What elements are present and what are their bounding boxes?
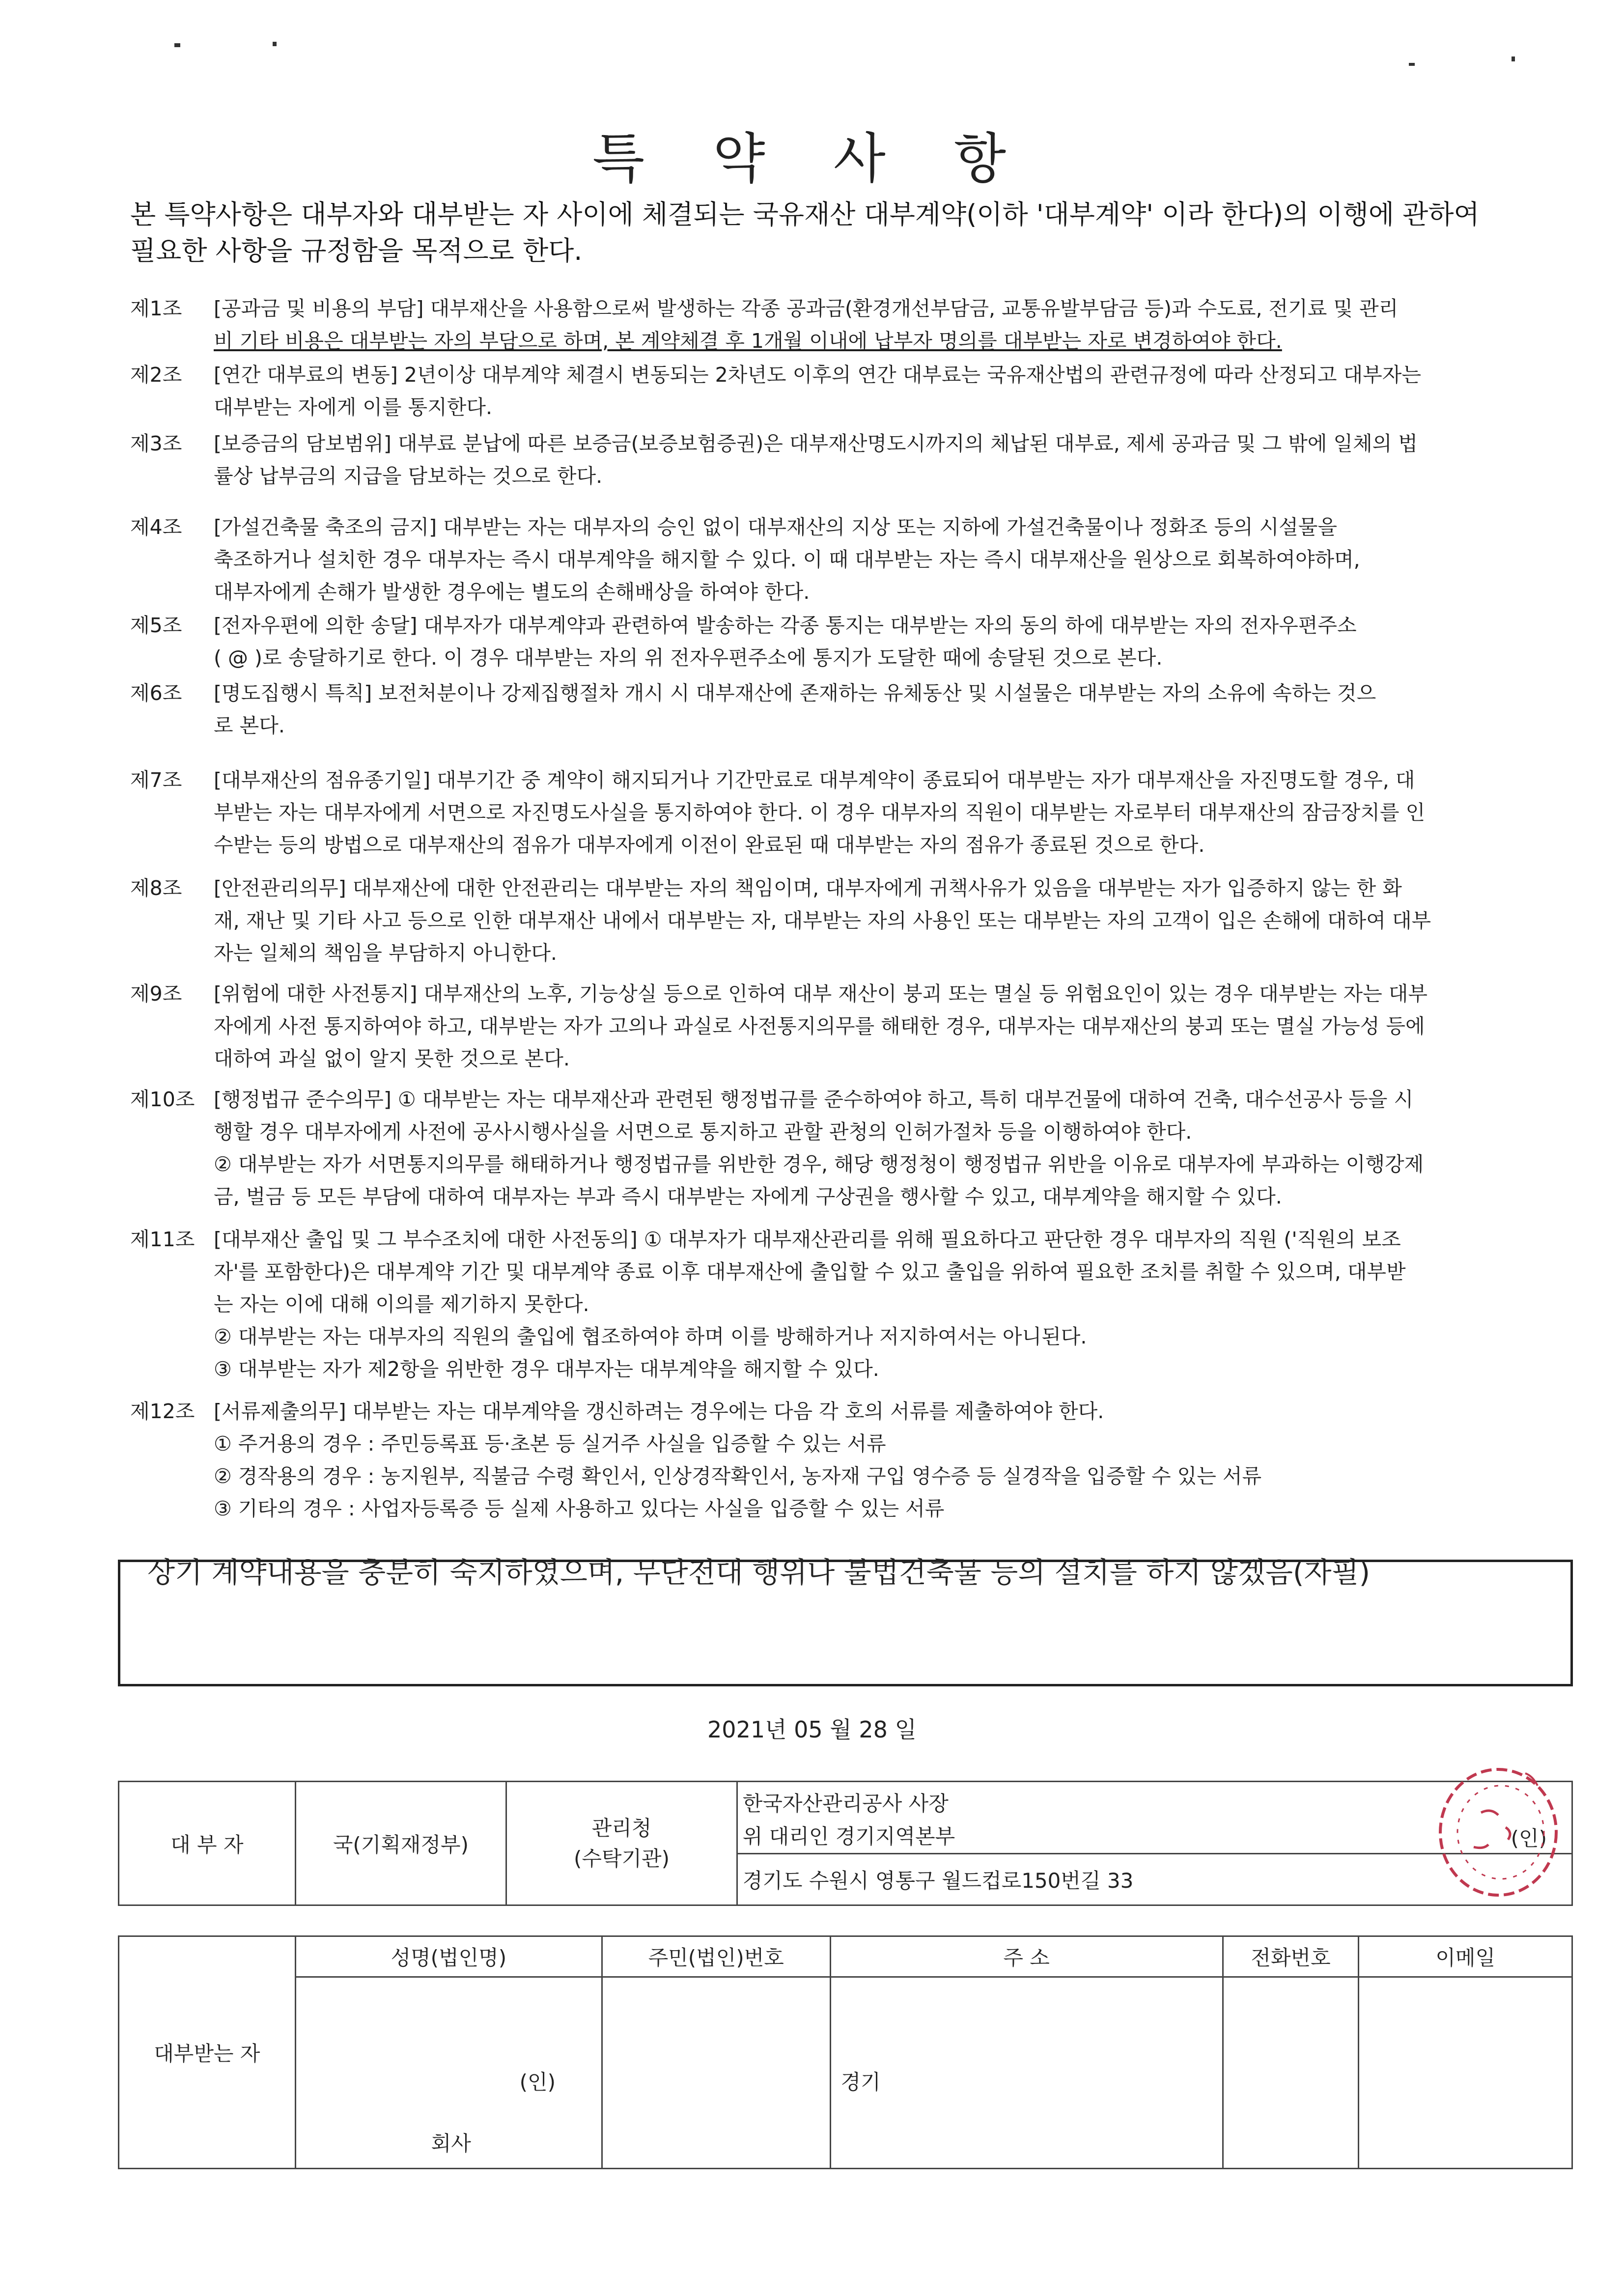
lender-name: 국(기획재정부) xyxy=(295,1782,506,1905)
scan-speck xyxy=(174,43,180,47)
borrower-address-cell[interactable] xyxy=(830,1977,1223,2169)
header-phone: 전화번호 xyxy=(1223,1936,1359,1977)
article-line: [대부재산 출입 및 그 부수조치에 대한 사전동의] ① 대부자가 대부재산관리를 위해 필요하다고 판단한 경우 대부자의 직원 ('직원의 보조 xyxy=(214,1228,1401,1251)
article-line: 행할 경우 대부자에게 사전에 공사시행사실을 서면으로 통지하고 관할 관청의 인허가절차 등을 이행하여야 한다. xyxy=(214,1120,1192,1144)
article-number: 제5조 xyxy=(130,614,182,637)
header-address: 주 소 xyxy=(830,1936,1223,1977)
article-number: 제7조 xyxy=(130,768,182,792)
borrower-name-fragment: 회사 xyxy=(431,2131,471,2155)
article-line: ② 대부받는 자가 서면통지의무를 해태하거나 행정법규를 위반한 경우, 해당 행정청이 행정법규 위반을 이유로 대부자에 부과하는 이행강제 xyxy=(214,1152,1424,1176)
scan-speck xyxy=(1409,63,1415,66)
borrower-label: 대부받는 자 xyxy=(119,1936,296,2169)
header-name: 성명(법인명) xyxy=(295,1936,602,1977)
article-line: 대하여 과실 없이 알지 못한 것으로 본다. xyxy=(214,1047,570,1070)
article-line: [연간 대부료의 변동] 2년이상 대부계약 체결시 변동되는 2차년도 이후의 연간 대부료는 국유재산법의 관련규정에 따라 산정되고 대부자는 xyxy=(214,363,1421,387)
agency-line-2: 위 대리인 경기지역본부 xyxy=(742,1824,955,1848)
lender-seal-mark: (인) xyxy=(1511,1826,1547,1850)
article-line: 자'를 포함한다)은 대부계약 기간 및 대부계약 종료 이후 대부재산에 출입할 수 있고 출입을 위하여 필요한 조치를 취할 수 있으며, 대부받 xyxy=(214,1260,1406,1284)
article-number: 제9조 xyxy=(130,982,182,1006)
article-line: 부받는 자는 대부자에게 서면으로 자진명도사실을 통지하여야 한다. 이 경우 대부자의 직원이 대부받는 자로부터 대부재산의 잠금장치를 인 xyxy=(214,801,1426,824)
article-line: ③ 기타의 경우 : 사업자등록증 등 실제 사용하고 있다는 사실을 입증할 수 있는 서류 xyxy=(214,1497,945,1520)
borrower-phone-cell[interactable] xyxy=(1223,1977,1359,2169)
article-line: 자에게 사전 통지하여야 하고, 대부받는 자가 고의나 과실로 사전통지의무를 해태한 경우, 대부자는 대부재산의 붕괴 또는 멸실 가능성 등에 xyxy=(214,1014,1425,1038)
article-line: 수받는 등의 방법으로 대부재산의 점유가 대부자에게 이전이 완료된 때 대부받는 자의 점유가 종료된 것으로 한다. xyxy=(214,833,1205,857)
intro-line: 본 특약사항은 대부자와 대부받는 자 사이에 체결되는 국유재산 대부계약(이하 '대부계약' 이라 한다)의 이행에 관하여 xyxy=(130,199,1480,230)
agency-line-1: 한국자산관리공사 사장 xyxy=(737,1782,1572,1818)
article-line: ( @ )로 송달하기로 한다. 이 경우 대부받는 자의 위 전자우편주소에 통지가 도달한 때에 송달된 것으로 본다. xyxy=(214,646,1163,670)
scan-speck xyxy=(1512,56,1515,61)
lender-table xyxy=(118,1781,1573,1906)
lender-address: 경기도 수원시 영통구 월드컵로150번길 33 xyxy=(737,1854,1572,1905)
article-number: 제8조 xyxy=(130,876,182,900)
article-line: 비 기타 비용은 대부받는 자의 부담으로 하며, 본 계약체결 후 1개월 이내에 납부자 명의를 대부받는 자로 변경하여야 한다. xyxy=(214,329,1282,353)
borrower-id-cell[interactable] xyxy=(602,1977,831,2169)
borrower-address: 경기 xyxy=(840,2070,881,2094)
article-number: 제1조 xyxy=(130,297,182,320)
scan-speck xyxy=(273,42,277,46)
article-line: 률상 납부금의 지급을 담보하는 것으로 한다. xyxy=(214,464,603,488)
lender-label: 대 부 자 xyxy=(119,1782,296,1905)
article-number: 제4조 xyxy=(130,515,182,539)
borrower-email-cell[interactable] xyxy=(1359,1977,1572,2169)
article-line: [서류제출의무] 대부받는 자는 대부계약을 갱신하려는 경우에는 다음 각 호의 서류를 제출하여야 한다. xyxy=(214,1399,1104,1423)
article-line: 금, 벌금 등 모든 부담에 대하여 대부자는 부과 즉시 대부받는 자에게 구상권을 행사할 수 있고, 대부계약을 해지할 수 있다. xyxy=(214,1185,1282,1208)
official-seal-stamp xyxy=(1427,1754,1565,1901)
borrower-name-cell[interactable] xyxy=(295,1977,602,2169)
article-line: ② 경작용의 경우 : 농지원부, 직불금 수령 확인서, 인상경작확인서, 농자재 구입 영수증 등 실경작을 입증할 수 있는 서류 xyxy=(214,1464,1262,1488)
article-line: 자는 일체의 책임을 부담하지 아니한다. xyxy=(214,941,557,965)
agency-label: 관리청 (수탁기관) xyxy=(506,1782,737,1905)
intro-line: 필요한 사항을 규정함을 목적으로 한다. xyxy=(130,235,583,266)
article-line: [위험에 대한 사전통지] 대부재산의 노후, 기능상실 등으로 인하여 대부 재산이 붕괴 또는 멸실 등 위험요인이 있는 경우 대부받는 자는 대부 xyxy=(214,982,1428,1006)
article-line: [보증금의 담보범위] 대부료 분납에 따른 보증금(보증보험증권)은 대부재산명도시까지의 체납된 대부료, 제세 공과금 및 그 밖에 일체의 법 xyxy=(214,432,1418,455)
intro-paragraph xyxy=(130,196,1596,269)
article-number: 제6조 xyxy=(130,681,182,705)
article-line: 로 본다. xyxy=(214,714,285,737)
article-number: 제2조 xyxy=(130,363,182,387)
confirmation-text: 상기 계약내용을 충분히 숙지하였으며, 무단전대 행위나 불법건축물 등의 설치를 하지 않겠음(자필) xyxy=(147,1556,1371,1589)
article-line: ② 대부받는 자는 대부자의 직원의 출입에 협조하여야 하며 이를 방해하거나 저지하여서는 아니된다. xyxy=(214,1325,1087,1348)
article-number: 제11조 xyxy=(130,1228,195,1251)
header-email: 이메일 xyxy=(1359,1936,1572,1977)
article-number: 제3조 xyxy=(130,432,182,455)
article-line: [전자우편에 의한 송달] 대부자가 대부계약과 관련하여 발송하는 각종 통지는 대부받는 자의 동의 하에 대부받는 자의 전자우편주소 xyxy=(214,614,1357,637)
article-line: ① 주거용의 경우 : 주민등록표 등·초본 등 실거주 사실을 입증할 수 있는 서류 xyxy=(214,1432,886,1455)
article-line: [안전관리의무] 대부재산에 대한 안전관리는 대부받는 자의 책임이며, 대부자에게 귀책사유가 있음을 대부받는 자가 입증하지 않는 한 화 xyxy=(214,876,1402,900)
article-line: [명도집행시 특칙] 보전처분이나 강제집행절차 개시 시 대부재산에 존재하는 유체동산 및 시설물은 대부받는 자의 소유에 속하는 것으 xyxy=(214,681,1376,705)
article-line: [대부재산의 점유종기일] 대부기간 중 계약이 해지되거나 기간만료로 대부계약이 종료되어 대부받는 자가 대부재산을 자진명도할 경우, 대 xyxy=(214,768,1415,792)
article-line: [공과금 및 비용의 부담] 대부재산을 사용함으로써 발생하는 각종 공과금(환경개선부담금, 교통유발부담금 등)과 수도료, 전기료 및 관리 xyxy=(214,297,1399,320)
page-title: 특 약 사 항 xyxy=(592,127,1032,190)
article-line: [가설건축물 축조의 금지] 대부받는 자는 대부자의 승인 없이 대부재산의 지상 또는 지하에 가설건축물이나 정화조 등의 시설물을 xyxy=(214,515,1337,539)
article-number: 제12조 xyxy=(130,1399,195,1423)
article-line: [행정법규 준수의무] ① 대부받는 자는 대부재산과 관련된 행정법규를 준수하여야 하고, 특히 대부건물에 대하여 건축, 대수선공사 등을 시 xyxy=(214,1088,1414,1111)
handwriting-confirmation-box[interactable] xyxy=(118,1556,1573,1686)
header-id-number: 주민(법인)번호 xyxy=(602,1936,831,1977)
borrower-table xyxy=(118,1935,1573,2169)
article-line: 대부자에게 손해가 발생한 경우에는 별도의 손해배상을 하여야 한다. xyxy=(214,580,810,604)
article-number: 제10조 xyxy=(130,1088,195,1111)
contract-date: 2021년 05 월 28 일 xyxy=(707,1716,917,1743)
article-line: 는 자는 이에 대해 이의를 제기하지 못한다. xyxy=(214,1292,589,1316)
article-line: ③ 대부받는 자가 제2항을 위반한 경우 대부자는 대부계약을 해지할 수 있다. xyxy=(214,1357,879,1381)
article-line: 축조하거나 설치한 경우 대부자는 즉시 대부계약을 해지할 수 있다. 이 때 대부받는 자는 즉시 대부재산을 원상으로 회복하여야하며, xyxy=(214,548,1360,571)
borrower-seal-mark: (인) xyxy=(519,2070,556,2094)
article-line: 재, 재난 및 기타 사고 등으로 인한 대부재산 내에서 대부받는 자, 대부받는 자의 사용인 또는 대부받는 자의 고객이 입은 손해에 대하여 대부 xyxy=(214,909,1431,932)
article-line: 대부받는 자에게 이를 통지한다. xyxy=(214,395,493,419)
